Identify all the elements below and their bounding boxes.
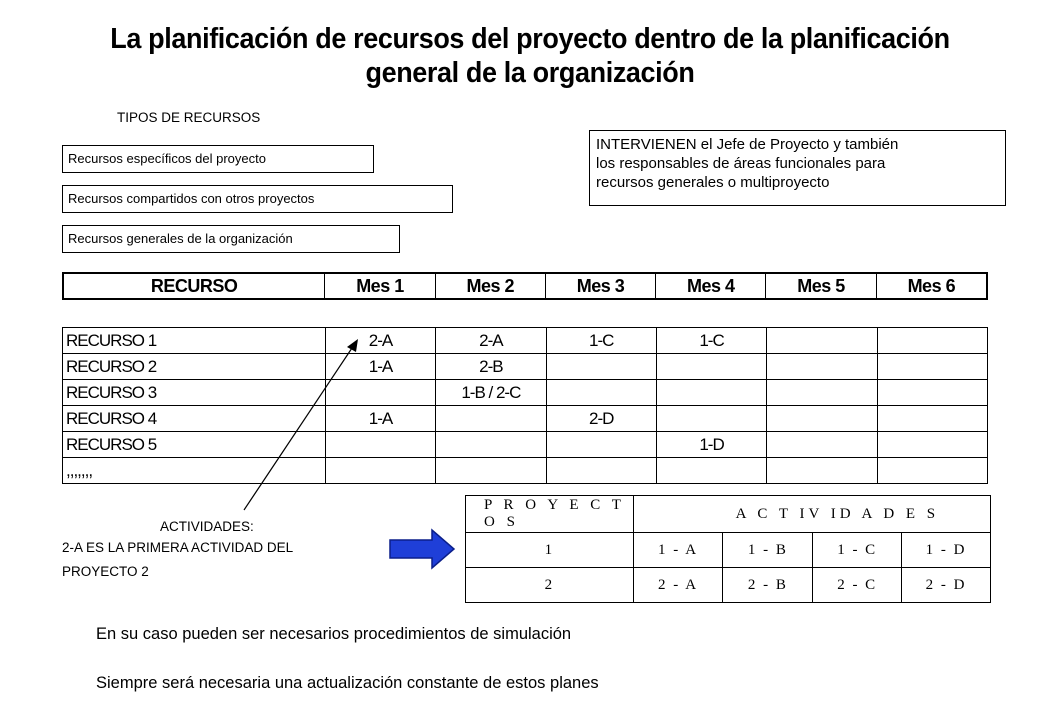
footer-line-1: En su caso pueden ser necesarios procedimientos de simulación — [96, 625, 572, 643]
activity-cell: 1 - A — [633, 533, 723, 568]
header-mes-3: Mes 3 — [545, 273, 655, 299]
activity-cell: 1 - D — [902, 533, 991, 568]
header-recurso: RECURSO — [63, 273, 325, 299]
header-mes-4: Mes 4 — [656, 273, 766, 299]
row-name: RECURSO 3 — [63, 380, 326, 406]
resource-type-box-3: Recursos generales de la organización — [62, 225, 400, 253]
note-line-1: INTERVIENEN el Jefe de Proyecto y también — [596, 136, 899, 153]
table-row — [466, 496, 991, 533]
row-name: RECURSO 2 — [63, 354, 326, 380]
project-number: 2 — [466, 568, 634, 603]
note-line-3: recursos generales o multiproyecto — [596, 174, 830, 191]
activity-cell: 2 - D — [902, 568, 991, 603]
header-proyectos: P R O Y E C T O S — [466, 496, 634, 533]
grid-cell: 1-D — [656, 432, 766, 458]
annotation-line-2: 2-A ES LA PRIMERA ACTIVIDAD DEL — [62, 540, 294, 555]
grid-cell: 2-B — [436, 354, 546, 380]
resource-type-box-1: Recursos específicos del proyecto — [62, 145, 374, 173]
grid-cell: 1-B / 2-C — [436, 380, 546, 406]
right-arrow-icon — [388, 528, 458, 572]
header-actividades: A C T IV ID A D E S — [633, 496, 990, 533]
grid-cell: 1-A — [325, 354, 435, 380]
activity-cell: 1 - C — [813, 533, 902, 568]
note-line-2: los responsables de áreas funcionales para — [596, 155, 886, 172]
header-mes-2: Mes 2 — [435, 273, 545, 299]
annotation-title: ACTIVIDADES: — [160, 519, 254, 534]
title-line-1: La planificación de recursos del proyecto dentro de la planificación — [110, 23, 950, 55]
header-mes-1: Mes 1 — [325, 273, 435, 299]
row-name: RECURSO 1 — [63, 328, 326, 354]
activity-cell: 2 - A — [633, 568, 723, 603]
header-mes-6: Mes 6 — [876, 273, 987, 299]
tipos-label: TIPOS DE RECURSOS — [117, 110, 261, 125]
annotation-line-3: PROYECTO 2 — [62, 564, 149, 579]
table-row — [466, 533, 991, 568]
row-name: RECURSO 4 — [63, 406, 326, 432]
proyectos-table — [465, 495, 991, 603]
resource-type-box-2: Recursos compartidos con otros proyectos — [62, 185, 453, 213]
header-mes-5: Mes 5 — [766, 273, 876, 299]
row-name: RECURSO 5 — [63, 432, 326, 458]
title-line-2: general de la organización — [365, 57, 695, 89]
grid-cell: 1-A — [325, 406, 435, 432]
project-number: 1 — [466, 533, 634, 568]
activity-cell: 1 - B — [723, 533, 813, 568]
table-row — [466, 568, 991, 603]
row-name: ,,,,,,, — [63, 458, 326, 484]
footer-line-2: Siempre será necesaria una actualización constante de estos planes — [96, 674, 599, 692]
activity-cell: 2 - B — [723, 568, 813, 603]
grid-cell: 2-D — [546, 406, 656, 432]
grid-cell: 1-C — [546, 328, 656, 354]
grid-cell: 2-A — [436, 328, 546, 354]
grid-cell: 2-A — [325, 328, 435, 354]
grid-cell: 1-C — [656, 328, 766, 354]
activity-cell: 2 - C — [813, 568, 902, 603]
